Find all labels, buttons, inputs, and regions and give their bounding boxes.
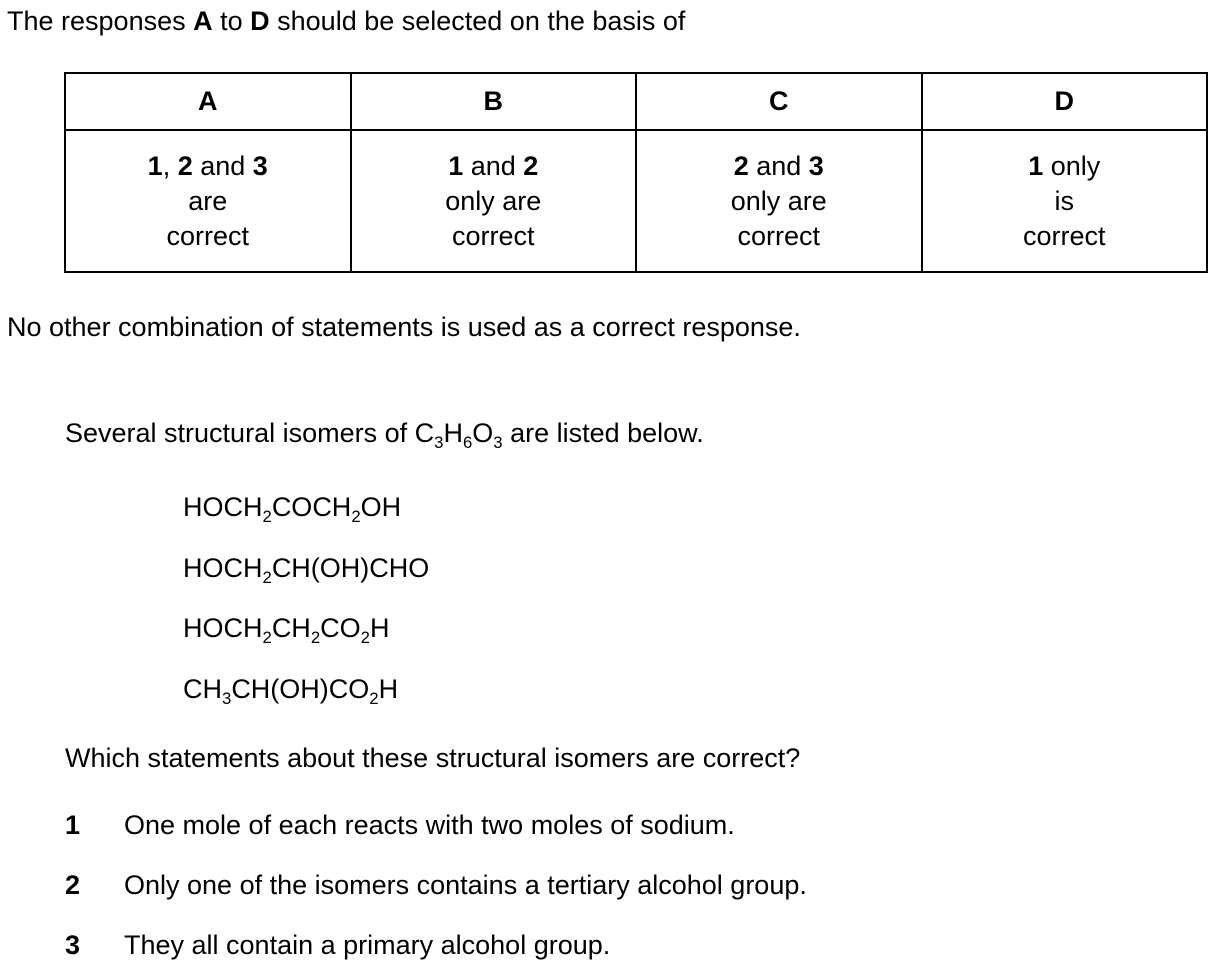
isomer-formula-2 bbox=[183, 553, 430, 587]
isomer-formula-3 bbox=[183, 613, 390, 647]
cell-b bbox=[351, 130, 637, 272]
intro-text-1: The responses bbox=[7, 6, 194, 36]
response-key-table bbox=[64, 72, 1208, 273]
stem-o: O bbox=[472, 418, 494, 448]
question-text: Which statements about these structural isomers are correct? bbox=[65, 743, 801, 773]
cell-b-rest: only are correct bbox=[445, 185, 542, 251]
stem-sub-1: 3 bbox=[434, 432, 444, 452]
formula-subscript: 2 bbox=[262, 567, 272, 587]
statement-text-1: One mole of each reacts with two moles of sodium. bbox=[124, 810, 735, 840]
cell-a-num-3: 3 bbox=[252, 150, 268, 181]
formula-subscript: 2 bbox=[262, 506, 272, 526]
formula-subscript: 2 bbox=[360, 627, 370, 647]
formula-part: H bbox=[378, 674, 399, 704]
formula-part: CH bbox=[183, 674, 222, 704]
cell-a-num-2: 2 bbox=[177, 150, 193, 181]
cell-a-sep-1: , bbox=[162, 150, 178, 181]
statement-text-3: They all contain a primary alcohol group. bbox=[124, 930, 611, 960]
header-b: B bbox=[351, 73, 637, 130]
isomer-formula-1 bbox=[183, 492, 402, 526]
cell-a-sep-2: and bbox=[192, 150, 253, 181]
cell-c bbox=[636, 130, 922, 272]
cell-a bbox=[65, 130, 351, 272]
cell-b-num-2: 2 bbox=[523, 150, 539, 181]
cell-c-num-1: 2 bbox=[733, 150, 749, 181]
intro-letter-a: A bbox=[193, 6, 213, 36]
statement-number-2: 2 bbox=[65, 870, 81, 900]
intro-letter-d: D bbox=[250, 6, 270, 36]
cell-c-rest: only are correct bbox=[730, 185, 827, 251]
formula-part: H bbox=[369, 613, 390, 643]
response-key-body-row bbox=[65, 130, 1207, 272]
intro-text-2: to bbox=[212, 6, 251, 36]
stem-h: H bbox=[443, 418, 463, 448]
stem-text-2: are listed below. bbox=[502, 418, 704, 448]
formula-subscript: 2 bbox=[310, 627, 321, 647]
formula-part: CH(OH)CHO bbox=[271, 553, 430, 583]
isomer-formula-4 bbox=[183, 674, 399, 708]
response-key-header-row bbox=[65, 73, 1207, 130]
statement-number-3: 3 bbox=[65, 930, 81, 960]
cell-a-num-1: 1 bbox=[147, 150, 163, 181]
formula-part: COCH bbox=[271, 492, 352, 522]
cell-b-num-1: 1 bbox=[448, 150, 464, 181]
note-text: No other combination of statements is used as a correct response. bbox=[7, 312, 801, 342]
formula-part: HOCH bbox=[183, 553, 263, 583]
formula-part: CO bbox=[320, 613, 361, 643]
cell-d bbox=[922, 130, 1208, 272]
stem-sub-2: 6 bbox=[462, 432, 473, 452]
formula-part: OH bbox=[360, 492, 402, 522]
formula-part: CH(OH)CO bbox=[231, 674, 370, 704]
formula-part: HOCH bbox=[183, 613, 263, 643]
cell-b-sep-1: and bbox=[463, 150, 524, 181]
formula-subscript: 2 bbox=[369, 688, 379, 708]
header-d: D bbox=[922, 73, 1208, 130]
intro-text-3: should be selected on the basis of bbox=[269, 6, 686, 36]
formula-subscript: 2 bbox=[262, 627, 272, 647]
cell-d-rest: only is correct bbox=[1022, 150, 1106, 251]
formula-part: HOCH bbox=[183, 492, 263, 522]
question-stem bbox=[65, 418, 704, 452]
stem-sub-3: 3 bbox=[493, 432, 503, 452]
instructions-text bbox=[7, 8, 685, 35]
statement-text-2: Only one of the isomers contains a tertiary alcohol group. bbox=[124, 870, 807, 900]
statement-number-1: 1 bbox=[65, 810, 81, 840]
formula-part: CH bbox=[271, 613, 311, 643]
formula-subscript: 2 bbox=[351, 506, 361, 526]
cell-a-rest: are correct bbox=[166, 185, 250, 251]
cell-c-num-2: 3 bbox=[808, 150, 824, 181]
header-a: A bbox=[65, 73, 351, 130]
stem-text-1: Several structural isomers of C bbox=[65, 418, 435, 448]
formula-subscript: 3 bbox=[222, 688, 232, 708]
header-c: C bbox=[636, 73, 922, 130]
cell-c-sep-1: and bbox=[748, 150, 809, 181]
cell-d-num-1: 1 bbox=[1028, 150, 1044, 181]
